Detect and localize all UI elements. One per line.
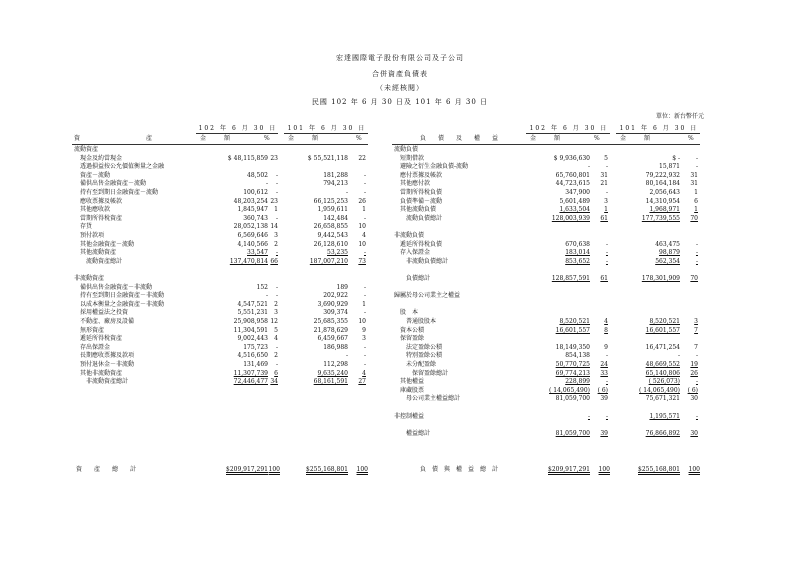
liab-row-label: 保留盈餘: [400, 335, 425, 343]
liab-row-amount-1: 670,638: [565, 240, 590, 248]
asset-row-amount-2: 112,298: [323, 361, 348, 368]
liab-row-amount-2: 16,601,557: [645, 326, 680, 334]
asset-row-label: 遞延所得稅資產: [80, 335, 123, 343]
liab-row-label: 歸屬於母公司業主之權益: [394, 292, 461, 300]
liab-row-amount-1: 81,059,700: [555, 429, 590, 437]
asset-row-amount-1: 9,002,443: [237, 335, 268, 343]
asset-row-label: 預付退休金－非流動: [80, 361, 135, 368]
asset-row-amount-1: 1,845,947: [237, 206, 268, 214]
liab-row-pct-2: 26: [690, 369, 698, 377]
asset-row-pct-1: 14: [270, 223, 278, 231]
asset-row-amount-2: -: [345, 189, 348, 196]
liab-period1-header: 1 0 2 年 6 月 3 0 日: [529, 125, 607, 132]
asset-row-pct-1: 6: [274, 369, 278, 377]
asset-row-pct-2: -: [363, 283, 366, 291]
asset-row-label: 資產－流動: [80, 171, 111, 179]
asset-row-amount-2: 6,459,667: [317, 335, 348, 343]
liab-row-pct-2: -: [695, 154, 698, 162]
liab-row-amount-2: 80,164,184: [645, 180, 680, 188]
asset-row-pct-1: 3: [274, 232, 278, 239]
asset-row-amount-1: 4,547,521: [237, 300, 268, 308]
asset-row-label: 備供出售金融資產－非流動: [80, 283, 153, 291]
asset-row-amount-2: 53,235: [327, 249, 348, 257]
liab-row-pct-2: 31: [690, 180, 698, 188]
asset-row-pct-1: 1: [274, 206, 278, 214]
asset-row-label: 持有至到期日金融資產－非流動: [80, 292, 165, 300]
liab-row-amount-2: 463,475: [655, 240, 680, 248]
asset-row-pct-2: 22: [358, 154, 366, 162]
asset-row-amount-1: 175,723: [243, 343, 268, 351]
liab-row-amount-2: 79,222,932: [645, 171, 680, 179]
asset-row-amount-2: 309,374: [323, 309, 348, 317]
asset-row-amount-2: 142,484: [323, 214, 348, 222]
asset-row-label: 無形資產: [80, 326, 105, 334]
liab-row-pct-2: 1: [694, 206, 698, 214]
liab-row-amount-2: 16,471,254: [645, 343, 680, 351]
liab-row-pct-1: -: [605, 189, 608, 196]
asset-row-label: 備供出售金融資產－流動: [80, 180, 147, 188]
liab-row-amount-1: 128,003,939: [551, 214, 590, 222]
statement-date: 民國 102 年 6 月 30 日及 101 年 6 月 30 日: [311, 98, 489, 106]
asset-row-amount-2: 3,690,929: [317, 300, 348, 308]
liab-row-pct-1: 31: [600, 171, 608, 179]
asset-row-pct-2: 1: [362, 206, 366, 214]
asset-row-label: 其他流動資產: [80, 249, 117, 257]
liab-row-amount-2: 2,056,643: [649, 189, 680, 196]
asset-row-amount-1: 11,307,739: [233, 369, 268, 377]
asset-row-amount-2: 68,161,591: [313, 378, 348, 386]
asset-row-pct-2: -: [363, 214, 366, 222]
asset-row-label: 非流動資產總計: [86, 378, 129, 386]
asset-row-amount-2: 202,922: [323, 292, 348, 300]
liab-row-amount-2: 48,669,552: [645, 361, 680, 368]
asset-row-pct-2: 10: [358, 223, 366, 231]
asset-row-pct-1: 12: [270, 318, 278, 325]
liab-row-pct-1: 39: [600, 429, 608, 437]
liab-pct2-header: %: [688, 135, 694, 142]
asset-row-pct-1: 3: [274, 309, 278, 317]
asset-row-label: 預付款項: [80, 232, 105, 239]
asset-row-pct-2: 4: [362, 369, 366, 377]
liab-row-amount-1: -: [587, 163, 590, 171]
liab-row-amount-2: $ -: [672, 154, 680, 162]
asset-row-pct-2: -: [363, 361, 366, 368]
liab-row-pct-2: 70: [690, 214, 698, 222]
liab-row-pct-2: -: [695, 412, 698, 420]
assets-total-amount1: $209,917,291: [226, 466, 268, 473]
asset-row-amount-2: 9,442,543: [317, 232, 348, 239]
liab-row-pct-1: -: [605, 163, 608, 171]
liab-row-pct-1: 1: [604, 206, 608, 214]
asset-row-amount-2: 26,128,610: [313, 240, 348, 248]
asset-row-amount-2: 9,635,240: [317, 369, 348, 377]
asset-row-label: 採用權益法之投資: [80, 309, 129, 317]
asset-row-amount-2: 186,988: [323, 343, 348, 351]
asset-row-pct-1: -: [275, 171, 278, 179]
asset-row-pct-2: -: [363, 171, 366, 179]
asset-row-amount-2: 794,213: [323, 180, 348, 188]
liab-amount1-header: 金 額: [530, 135, 561, 142]
asset-row-label: 非流動資產: [74, 275, 105, 282]
liab-row-amount-1: 65,760,801: [555, 171, 590, 179]
asset-row-amount-1: 6,569,646: [237, 232, 268, 239]
liab-row-label: 其他權益: [400, 378, 425, 386]
asset-row-pct-2: -: [363, 189, 366, 196]
liab-total-label: 負 債 與 權 益 總 計: [420, 466, 499, 473]
asset-row-pct-1: -: [275, 343, 278, 351]
liab-row-amount-2: 76,866,892: [645, 429, 680, 437]
liab-row-label: 非控制權益: [394, 412, 425, 420]
asset-row-amount-2: 181,288: [323, 171, 348, 179]
liab-row-label: 非流動負債: [394, 232, 425, 239]
asset-row-label: 流動資產: [74, 146, 99, 153]
liab-row-amount-2: 1,195,571: [649, 412, 680, 420]
liab-total-amount1: $209,917,291: [548, 466, 590, 473]
asset-row-pct-1: -: [275, 249, 278, 257]
liab-row-label: 特別盈餘公積: [406, 352, 443, 360]
liab-row-label: 存入保證金: [400, 249, 431, 257]
statement-title: 合併資產負債表: [372, 70, 428, 78]
liab-row-label: 流動負債總計: [406, 214, 443, 222]
liab-row-pct-2: -: [695, 378, 698, 386]
liab-row-pct-1: 4: [604, 318, 608, 325]
liab-amount2-header: 金 額: [620, 135, 651, 142]
liab-row-pct-1: 9: [604, 343, 608, 351]
liab-row-pct-1: -: [605, 378, 608, 386]
liab-row-label: 負債準備－流動: [400, 197, 443, 205]
asset-row-amount-2: 21,878,629: [313, 326, 348, 334]
asset-row-amount-1: $ 48,115,859: [227, 154, 268, 162]
liab-row-amount-1: 347,900: [565, 189, 590, 196]
asset-row-amount-1: 5,551,231: [237, 309, 268, 317]
liab-row-label: 股 本: [400, 309, 419, 317]
liab-row-pct-1: -: [605, 412, 608, 420]
liab-row-amount-2: 75,671,321: [645, 395, 680, 403]
liab-row-pct-2: 1: [694, 189, 698, 196]
asset-row-pct-2: 27: [358, 378, 366, 386]
asset-row-amount-1: 152: [256, 283, 268, 291]
liab-period2-header: 1 0 1 年 6 月 3 0 日: [619, 125, 697, 132]
liab-row-pct-2: 7: [694, 326, 698, 334]
assets-total-pct1: 100: [268, 466, 280, 473]
asset-row-amount-2: 189: [336, 283, 348, 291]
asset-row-pct-2: -: [363, 180, 366, 188]
liab-row-amount-2: 177,739,555: [641, 214, 680, 222]
asset-row-pct-1: 2: [274, 300, 278, 308]
asset-row-pct-1: -: [275, 361, 278, 368]
asset-row-amount-2: 187,007,210: [309, 257, 348, 265]
asset-row-pct-2: -: [363, 292, 366, 300]
asset-row-label: 以成本衡量之金融資產－非流動: [80, 300, 165, 308]
assets-total-amount2: $255,168,801: [306, 466, 348, 473]
asset-row-amount-1: 4,140,566: [237, 240, 268, 248]
liab-row-pct-1: 61: [600, 275, 608, 282]
asset-row-pct-1: 66: [270, 257, 278, 265]
asset-row-pct-1: 5: [274, 326, 278, 334]
asset-row-amount-2: 66,125,253: [313, 197, 348, 205]
asset-row-pct-1: 4: [274, 335, 278, 343]
asset-row-amount-2: -: [345, 352, 348, 360]
liab-row-pct-2: 70: [690, 275, 698, 282]
assets-amount2-header: 金 額: [288, 135, 319, 142]
liab-row-pct-1: -: [605, 240, 608, 248]
liab-row-pct-2: ( 6): [687, 386, 698, 394]
review-note: （未經核閱）: [376, 84, 424, 92]
liab-row-amount-2: ( 14,065,490): [639, 386, 680, 394]
liab-row-amount-2: 15,871: [659, 163, 680, 171]
liab-row-label: 保留盈餘總計: [412, 369, 449, 377]
liab-row-pct-2: 30: [690, 429, 698, 437]
liab-row-amount-1: 1,633,504: [559, 206, 590, 214]
asset-row-pct-2: 73: [358, 257, 366, 265]
assets-amount1-header: 金 額: [200, 135, 231, 142]
liab-row-pct-1: 61: [600, 214, 608, 222]
asset-row-pct-2: 4: [362, 232, 366, 239]
unit-label: 單位：新台幣仟元: [655, 113, 704, 120]
assets-period2-rule: [284, 133, 368, 134]
liab-row-pct-1: 24: [600, 361, 608, 368]
liab-row-amount-1: 128,857,591: [551, 275, 590, 282]
asset-row-label: 現金及約當現金: [80, 154, 123, 162]
asset-row-pct-2: 3: [362, 335, 366, 343]
liab-row-pct-1: 8: [604, 326, 608, 334]
asset-row-amount-1: -: [265, 180, 268, 188]
liab-row-amount-1: 853,652: [565, 257, 590, 265]
asset-row-pct-2: 9: [362, 326, 366, 334]
liab-row-pct-2: -: [695, 249, 698, 257]
asset-row-label: 持有至到期日金融資產－流動: [80, 189, 159, 196]
asset-row-pct-2: -: [363, 249, 366, 257]
assets-pct1-header: %: [264, 135, 270, 142]
liab-period2-rule: [616, 133, 700, 134]
asset-row-label: 透過損益按公允價值衡量之金融: [80, 163, 165, 171]
assets-period2-header: 1 0 1 年 6 月 3 0 日: [287, 125, 365, 132]
liab-row-label: 未分配盈餘: [406, 361, 437, 368]
liab-row-amount-1: 183,014: [565, 249, 590, 257]
asset-row-amount-1: 48,203,254: [233, 197, 268, 205]
liab-row-label: 母公司業主權益總計: [406, 395, 461, 403]
asset-row-pct-1: 23: [270, 197, 278, 205]
asset-row-amount-1: 360,743: [243, 214, 268, 222]
liab-row-label: 應付票據及帳款: [400, 171, 443, 179]
asset-row-pct-1: 23: [270, 154, 278, 162]
liab-row-label: 流動負債: [394, 146, 419, 153]
asset-row-pct-2: -: [363, 343, 366, 351]
liab-row-amount-2: 1,968,971: [649, 206, 680, 214]
liab-row-pct-2: 19: [690, 361, 698, 368]
liab-row-pct-2: -: [695, 240, 698, 248]
liab-row-amount-1: 8,520,521: [559, 318, 590, 325]
liab-row-amount-2: -: [677, 352, 680, 360]
asset-row-amount-1: 33,547: [247, 249, 268, 257]
asset-row-amount-1: 137,470,814: [229, 257, 268, 265]
liab-row-label: 短期借款: [400, 154, 425, 162]
liab-row-label: 其他應付款: [400, 180, 431, 188]
liab-row-amount-2: 65,140,806: [645, 369, 680, 377]
liab-header-rule: [392, 144, 700, 145]
liab-row-label: 資本公積: [400, 326, 425, 334]
liab-total-pct1: 100: [598, 466, 610, 473]
asset-row-label: 流動資產總計: [86, 257, 123, 265]
asset-row-label: 存貨: [80, 223, 93, 231]
asset-row-label: 不動產、廠房及設備: [80, 318, 135, 325]
assets-pct2-header: %: [356, 135, 362, 142]
asset-row-pct-2: 10: [358, 240, 366, 248]
asset-row-amount-1: 4,516,650: [237, 352, 268, 360]
asset-row-pct-1: 34: [270, 378, 278, 386]
asset-row-label: 其他金融資產－流動: [80, 240, 135, 248]
asset-row-pct-2: 26: [358, 197, 366, 205]
liab-total-amount2: $255,168,801: [638, 466, 680, 473]
liab-row-pct-2: 30: [690, 395, 698, 403]
asset-row-label: 長期應收票據及款項: [80, 352, 135, 360]
liab-row-pct-1: 3: [604, 197, 608, 205]
asset-row-label: 其他應收款: [80, 206, 111, 214]
assets-period1-header: 1 0 2 年 6 月 3 0 日: [198, 125, 276, 132]
liab-row-label: 普通股股本: [406, 318, 437, 325]
asset-row-pct-1: 2: [274, 240, 278, 248]
asset-row-pct-1: 2: [274, 352, 278, 360]
liab-row-pct-2: 7: [694, 343, 698, 351]
liab-row-amount-2: 178,301,909: [641, 275, 680, 282]
asset-row-label: 當期所得稅資產: [80, 214, 123, 222]
liab-row-amount-1: 81,059,700: [555, 395, 590, 403]
asset-row-amount-1: 100,612: [243, 189, 268, 196]
liab-row-pct-2: -: [695, 163, 698, 171]
liab-row-pct-1: ( 6): [597, 386, 608, 394]
asset-row-label: 應收票據及帳款: [80, 197, 123, 205]
liab-row-pct-1: 21: [600, 180, 608, 188]
liab-row-pct-2: 3: [694, 318, 698, 325]
liab-row-amount-2: 14,310,954: [645, 197, 680, 205]
liab-row-amount-1: 18,149,350: [555, 343, 590, 351]
liab-row-label: 法定盈餘公積: [406, 343, 443, 351]
liab-row-amount-1: 50,770,725: [555, 361, 590, 368]
asset-row-pct-2: 10: [358, 318, 366, 325]
liab-row-amount-2: ( 526,073): [648, 378, 680, 386]
asset-row-pct-1: -: [275, 214, 278, 222]
liab-row-label: 其他流動負債: [400, 206, 437, 214]
liab-row-amount-1: 854,138: [565, 352, 590, 360]
assets-period1-rule: [196, 133, 278, 134]
asset-row-amount-2: 26,658,855: [313, 223, 348, 231]
asset-row-pct-2: -: [363, 309, 366, 317]
liab-row-pct-1: -: [605, 352, 608, 360]
liab-row-label: 庫藏股票: [400, 386, 425, 394]
liab-row-amount-2: 562,354: [655, 257, 680, 265]
liab-row-amount-1: 228,899: [565, 378, 590, 386]
liab-row-pct-2: 6: [694, 197, 698, 205]
liab-row-amount-1: -: [587, 412, 590, 420]
liab-row-label: 權益總計: [406, 429, 431, 437]
liab-row-amount-1: 5,601,489: [559, 197, 590, 205]
liab-row-amount-1: ( 14,065,490): [549, 386, 590, 394]
liab-row-pct-2: -: [695, 257, 698, 265]
liab-row-pct-1: 39: [600, 395, 608, 403]
liab-row-pct-1: -: [605, 257, 608, 265]
liab-row-pct-1: 5: [604, 154, 608, 162]
liab-row-pct-1: 33: [600, 369, 608, 377]
assets-header-rule: [72, 144, 368, 145]
asset-row-amount-1: 72,446,477: [233, 378, 268, 386]
liab-row-label: 避險之衍生金融負債-流動: [400, 163, 469, 171]
asset-row-pct-1: -: [275, 189, 278, 196]
assets-total-label: 資 產 總 計: [76, 466, 137, 473]
asset-row-label: 其他非流動資產: [80, 369, 123, 377]
asset-row-amount-1: 48,502: [247, 171, 268, 179]
liab-col-label: 負 債 及 權 益: [420, 135, 499, 142]
asset-row-label: 存出保證金: [80, 343, 111, 351]
liab-row-label: 非流動負債總計: [406, 257, 449, 265]
asset-row-amount-1: 131,469: [243, 361, 268, 368]
liab-row-amount-2: 8,520,521: [649, 318, 680, 325]
company-name: 宏達國際電子股份有限公司及子公司: [336, 54, 464, 62]
asset-row-pct-1: -: [275, 180, 278, 188]
asset-row-amount-2: $ 55,521,118: [307, 154, 348, 162]
liab-pct1-header: %: [594, 135, 600, 142]
asset-row-pct-1: -: [275, 292, 278, 300]
asset-row-pct-2: 1: [362, 300, 366, 308]
liab-row-amount-2: 98,879: [659, 249, 680, 257]
liab-row-label: 當期所得稅負債: [400, 189, 443, 196]
liab-row-pct-1: -: [605, 249, 608, 257]
liab-row-amount-1: 16,601,557: [555, 326, 590, 334]
asset-row-amount-2: 25,685,355: [313, 318, 348, 325]
liab-total-pct2: 100: [688, 466, 700, 473]
asset-row-amount-2: 1,959,611: [317, 206, 348, 214]
liab-row-amount-1: 69,774,213: [555, 369, 590, 377]
liab-period1-rule: [526, 133, 610, 134]
assets-col-label: 資 產: [74, 135, 153, 142]
asset-row-pct-2: -: [363, 352, 366, 360]
asset-row-pct-1: -: [275, 283, 278, 291]
assets-total-pct2: 100: [356, 466, 368, 473]
liab-row-label: 遞延所得稅負債: [400, 240, 443, 248]
asset-row-amount-1: 25,908,958: [233, 318, 268, 325]
liab-row-pct-2: 31: [690, 171, 698, 179]
asset-row-amount-1: 11,304,591: [233, 326, 268, 334]
liab-row-label: 負債總計: [406, 275, 431, 282]
liab-row-pct-2: -: [695, 352, 698, 360]
liab-row-amount-1: 44,723,615: [555, 180, 590, 188]
liab-row-amount-1: $ 9,936,630: [553, 154, 590, 162]
asset-row-amount-1: -: [265, 292, 268, 300]
asset-row-amount-1: 28,052,138: [233, 223, 268, 231]
